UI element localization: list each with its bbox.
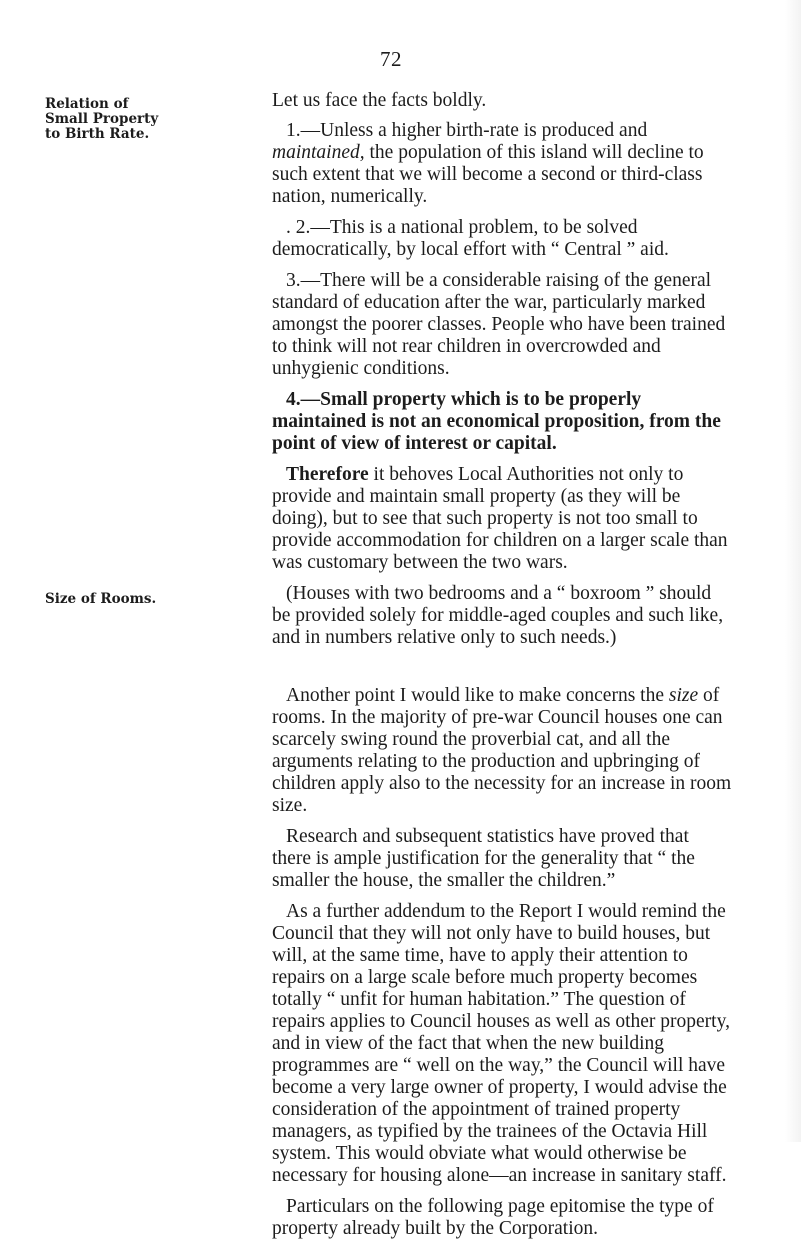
paragraph-1-emphasis: maintained,	[272, 142, 365, 163]
paragraph-7	[272, 685, 732, 817]
paragraph-8: Research and subsequent statistics have proved that there is ample justification for the generality that “ the smaller the house, the smaller the children.”	[272, 826, 695, 891]
paragraph-5	[272, 464, 732, 574]
paragraph-5-text: it behoves Local Authorities not only to provide and maintain small property (as they will be doing), but to see that such property is not too small to provide accommodation for children on a larger scale than was customary between the two wars.	[272, 464, 728, 573]
paragraph-7-emphasis: size	[668, 685, 699, 706]
paragraph-2: . 2.—This is a national problem, to be solved democratically, by local effort with “ Central ” aid.	[272, 217, 669, 260]
page-edge-shading	[785, 0, 801, 1142]
paragraph-1-text-b: the population of this island will decline to such extent that we will become a second or third-class nation, numerically.	[272, 142, 704, 207]
paragraph-10: Particulars on the following page epitomise the type of property already built by the Corporation.	[272, 1196, 714, 1239]
paragraph-7-text-a: Another point I would like to make concerns the	[286, 685, 669, 706]
paragraph-7-text-b: of rooms. In the majority of pre-war Council houses one can scarcely swing round the proverbial cat, and all the arguments relating to the production and upbringing of children apply also to the necessity for an increase in room size.	[272, 685, 732, 816]
page-number: 72	[380, 47, 402, 71]
paragraph-9: As a further addendum to the Report I would remind the Council that they will not only have to build houses, but will, at the same time, have to apply their attention to repairs on a large scale before much property becomes totally “ unfit for human habitation.” The question of repairs applies to Council houses as well as other property, and in view of the fact that when the new building programmes are “ well on the way,” the Council will have become a very large owner of property, I would advise the consideration of the appointment of trained property managers, as typified by the trainees of the Octavia Hill system. This would obviate what would otherwise be necessary for housing alone—an increase in sanitary staff.	[272, 901, 730, 1186]
margin-note-line: Small Property	[45, 111, 159, 127]
paragraph-5-bold: Therefore	[286, 464, 369, 485]
margin-note-line: to Birth Rate.	[45, 126, 150, 142]
intro-paragraph: Let us face the facts boldly.	[272, 90, 487, 111]
margin-note-line: Relation of	[45, 96, 129, 112]
paragraph-3: 3.—There will be a considerable raising of the general standard of education after the war, particularly marked amongst the poorer classes. People who have been trained to think will not rear children in overcrowded and unhygienic conditions.	[272, 270, 726, 379]
paragraph-1-text-a: 1.—Unless a higher birth-rate is produced and	[286, 120, 648, 141]
margin-note-relation	[45, 97, 165, 142]
paragraph-1	[272, 120, 732, 208]
body-text	[272, 90, 732, 1249]
paragraph-6: (Houses with two bedrooms and a “ boxroom ” should be provided solely for middle-aged couples and such like, and in numbers relative only to such needs.)	[272, 583, 724, 648]
margin-note-size-of-rooms: Size of Rooms.	[45, 591, 157, 607]
paragraph-4: 4.—Small property which is to be properly maintained is not an economical proposition, from the point of view of interest or capital.	[272, 389, 721, 454]
